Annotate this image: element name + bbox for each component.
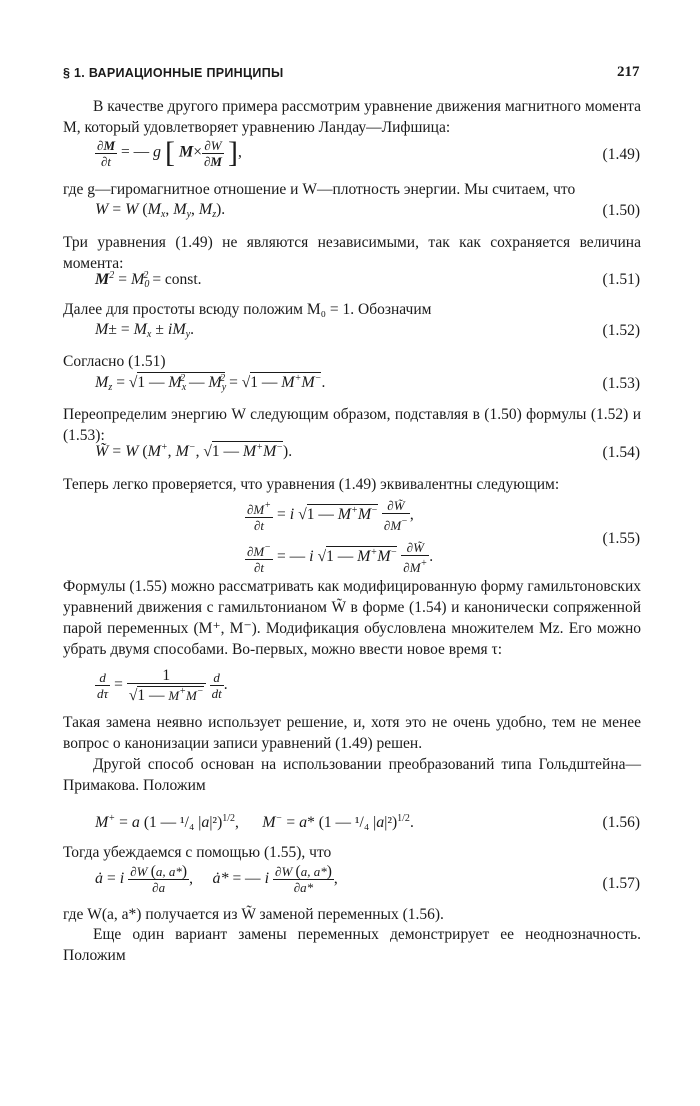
equation-1-51: $M^2 = M_0^2$ = const. (95, 270, 202, 290)
paragraph-5: Согласно (1.51) (63, 353, 166, 370)
equation-1-55-bottom: $\frac{\partial M^-}{\partial t}$ = — i √1 — M+M− $\frac{\partial W̃}{\partial M^+}$ . (247, 540, 434, 575)
equation-1-49: $\frac{\partial M}{\partial t}$ = — g [ M× $\frac{\partial W}{\partial M}$ ], (97, 136, 242, 169)
eq-number-1-52: (1.52) (602, 322, 640, 339)
eq-number-1-55: (1.55) (602, 530, 640, 547)
eq-number-1-51: (1.51) (602, 271, 640, 288)
equation-1-50: W = W ($M_x$, $M_y$, $M_z$). (95, 201, 226, 220)
eq-number-1-56: (1.56) (602, 814, 640, 831)
equation-new-time: $\frac{d}{d\tau}$ = $\frac{1}{√1 — M^+M^-}$ $\frac{d}{dt}$ . (97, 667, 228, 704)
paragraph-7: Теперь легко проверяется, что уравнения (1.49) эквивалентны следующим: (63, 476, 560, 493)
paragraph-13: Еще один вариант замены переменных демонстрирует ее неоднозначность. Положим (63, 926, 641, 964)
paragraph-12: где W(a, a*) получается из W̃ заменой переменных (1.56). (63, 906, 444, 923)
paragraph-9: Такая замена неявно использует решение, и, хотя это не очень удобно, тем не менее вопрос о канонизации записи уравнений (1.49) решен. (63, 714, 641, 752)
paragraph-11: Тогда убеждаемся с помощью (1.55), что (63, 844, 332, 861)
paragraph-10: Другой способ основан на использовании преобразований типа Гольдштейна—Примакова. Положим (63, 756, 641, 794)
eq-number-1-53: (1.53) (602, 375, 640, 392)
eq-number-1-54: (1.54) (602, 444, 640, 461)
equation-1-53: $M_z = √1$ — $M_x^2$ — $M_y^2 = √1$ — M+M−. (95, 373, 326, 393)
paragraph-3: Три уравнения (1.49) не являются независимыми, так как сохраняется величина момента: (63, 234, 641, 272)
equation-1-54: W̃ = W (M+, M−, √1 — M+M−). (95, 442, 293, 460)
equation-1-55-top: $\frac{\partial M^+}{\partial t}$ = i √1 — M+M− $\frac{\partial W̃}{\partial M^-}$ , (247, 498, 414, 533)
paragraph-2: где g—гиромагнитное отношение и W—плотность энергии. Мы считаем, что (63, 181, 576, 198)
eq-number-1-57: (1.57) (602, 875, 640, 892)
paragraph-1: В качестве другого примера рассмотрим уравнение движения магнитного момента M, который удовлетворяет уравнению Ландау—Лифшица: (63, 98, 641, 136)
running-header: § 1. ВАРИАЦИОННЫЕ ПРИНЦИПЫ (63, 66, 284, 80)
page-number: 217 (617, 64, 640, 80)
equation-1-56: M+ = a (1 — ¹/₄ |a|²)$^{1/2}$, M− = a* (1 — ¹/₄ |a|²)$^{1/2}$. (95, 813, 414, 831)
equation-1-57: ȧ = i $\frac{\partial W (a, a*)}{\partial a}$ , ȧ* = — i $\frac{\partial W (a, a*)}{\partial a*}$ , (95, 863, 338, 895)
eq-number-1-50: (1.50) (602, 202, 640, 219)
equation-1-52: $M\pm = M_x \pm iM_y$. (95, 321, 194, 340)
eq-number-1-49: (1.49) (602, 146, 640, 163)
paragraph-4: Далее для простоты всюду положим M₀ = 1. Обозначим (63, 301, 432, 318)
paragraph-6: Переопределим энергию W следующим образом, подставляя в (1.50) формулы (1.52) и (1.53): (63, 406, 641, 444)
paragraph-8: Формулы (1.55) можно рассматривать как модифицированную форму гамильтоновских уравнений движения с гамильтонианом W̃ в форме (1.54) и канонически сопряженной парой переменных (M⁺, M⁻). Модификация обусловлена множителем Mz. Его можно убрать двумя способами. Во-первых, можно ввести новое время τ: (63, 578, 641, 658)
